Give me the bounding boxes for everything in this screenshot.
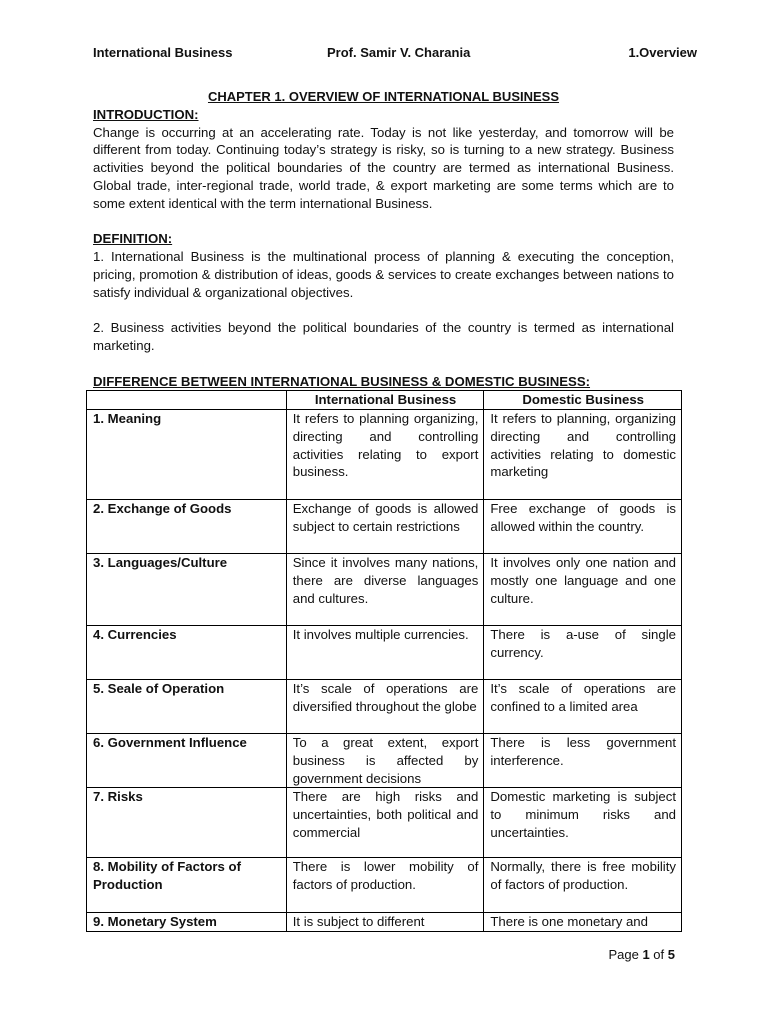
table-row <box>87 410 682 500</box>
table-row <box>87 554 682 626</box>
table-row <box>87 913 682 932</box>
page-header <box>93 44 697 62</box>
row-international: It’s scale of operations are diversified throughout the globe <box>286 680 484 734</box>
row-aspect: 7. Risks <box>87 788 287 858</box>
row-aspect: 2. Exchange of Goods <box>87 500 287 554</box>
header-chapter: 1.Overview <box>628 45 697 60</box>
difference-heading: DIFFERENCE BETWEEN INTERNATIONAL BUSINESS & DOMESTIC BUSINESS: <box>93 373 591 389</box>
spacer <box>93 355 674 373</box>
spacer <box>93 302 674 320</box>
column-header-international: International Business <box>286 391 484 410</box>
comparison-table <box>86 390 682 932</box>
row-aspect: 6. Government Influence <box>87 734 287 788</box>
row-international: It is subject to different <box>286 913 484 932</box>
spacer <box>93 213 674 231</box>
row-domestic: There is less government interference. <box>484 734 682 788</box>
row-international: There are high risks and uncertainties, both political and commercial <box>286 788 484 858</box>
page-of: of <box>653 947 665 962</box>
table-row <box>87 858 682 913</box>
table-row <box>87 680 682 734</box>
row-international: Since it involves many nations, there are diverse languages and cultures. <box>286 554 484 626</box>
page-prefix: Page <box>608 947 639 962</box>
row-domestic: Domestic marketing is subject to minimum risks and uncertainties. <box>484 788 682 858</box>
row-domestic: It’s scale of operations are confined to a limited area <box>484 680 682 734</box>
row-international: It involves multiple currencies. <box>286 626 484 680</box>
row-domestic: Free exchange of goods is allowed within the country. <box>484 500 682 554</box>
row-international: It refers to planning organizing, directing and controlling activities relating to export business. <box>286 410 484 500</box>
row-international: There is lower mobility of factors of production. <box>286 858 484 913</box>
page-body <box>93 88 674 391</box>
row-aspect: 8. Mobility of Factors of Production <box>87 858 287 913</box>
row-domestic: It refers to planning, organizing directing and controlling activities relating to domestic marketing <box>484 410 682 500</box>
row-international: Exchange of goods is allowed subject to certain restrictions <box>286 500 484 554</box>
introduction-text: Change is occurring at an accelerating rate. Today is not like yesterday, and tomorrow will be different from today. Continuing today’s strategy is risky, so is turning to a new strategy. Business activities beyond the political boundaries of the country are termed as international Business. Global trade, inter-regional trade, world trade, & export marketing are some terms which are to some extent identical with the term international Business. <box>93 124 674 211</box>
row-aspect: 3. Languages/Culture <box>87 554 287 626</box>
table-row <box>87 626 682 680</box>
row-domestic: Normally, there is free mobility of factors of production. <box>484 858 682 913</box>
definition-item-2: 2. Business activities beyond the political boundaries of the country is termed as international marketing. <box>93 320 674 354</box>
row-aspect: 1. Meaning <box>87 410 287 500</box>
header-author: Prof. Samir V. Charania <box>327 45 471 60</box>
table-row <box>87 500 682 554</box>
table-header-row <box>87 391 682 410</box>
page-number <box>608 946 675 964</box>
definition-item-1: 1. International Business is the multinational process of planning & executing the conception, pricing, promotion & distribution of ideas, goods & services to create exchanges between nations to satisfy individual & organizational objectives. <box>93 249 674 300</box>
header-course-title: International Business <box>93 45 233 60</box>
introduction-heading: INTRODUCTION: <box>93 106 199 122</box>
row-domestic: There is one monetary and <box>484 913 682 932</box>
table-row <box>87 788 682 858</box>
page-current: 1 <box>642 947 650 962</box>
column-header-domestic: Domestic Business <box>484 391 682 410</box>
page-total: 5 <box>667 947 675 962</box>
row-aspect: 4. Currencies <box>87 626 287 680</box>
row-domestic: It involves only one nation and mostly one language and one culture. <box>484 554 682 626</box>
definition-heading: DEFINITION: <box>93 231 173 247</box>
row-aspect: 9. Monetary System <box>87 913 287 932</box>
row-domestic: There is a-use of single currency. <box>484 626 682 680</box>
row-aspect: 5. Seale of Operation <box>87 680 287 734</box>
chapter-title: CHAPTER 1. OVERVIEW OF INTERNATIONAL BUSINESS <box>207 89 560 104</box>
table-row <box>87 734 682 788</box>
row-international: To a great extent, export business is affected by government decisions <box>286 734 484 788</box>
column-header-aspect <box>87 391 287 410</box>
